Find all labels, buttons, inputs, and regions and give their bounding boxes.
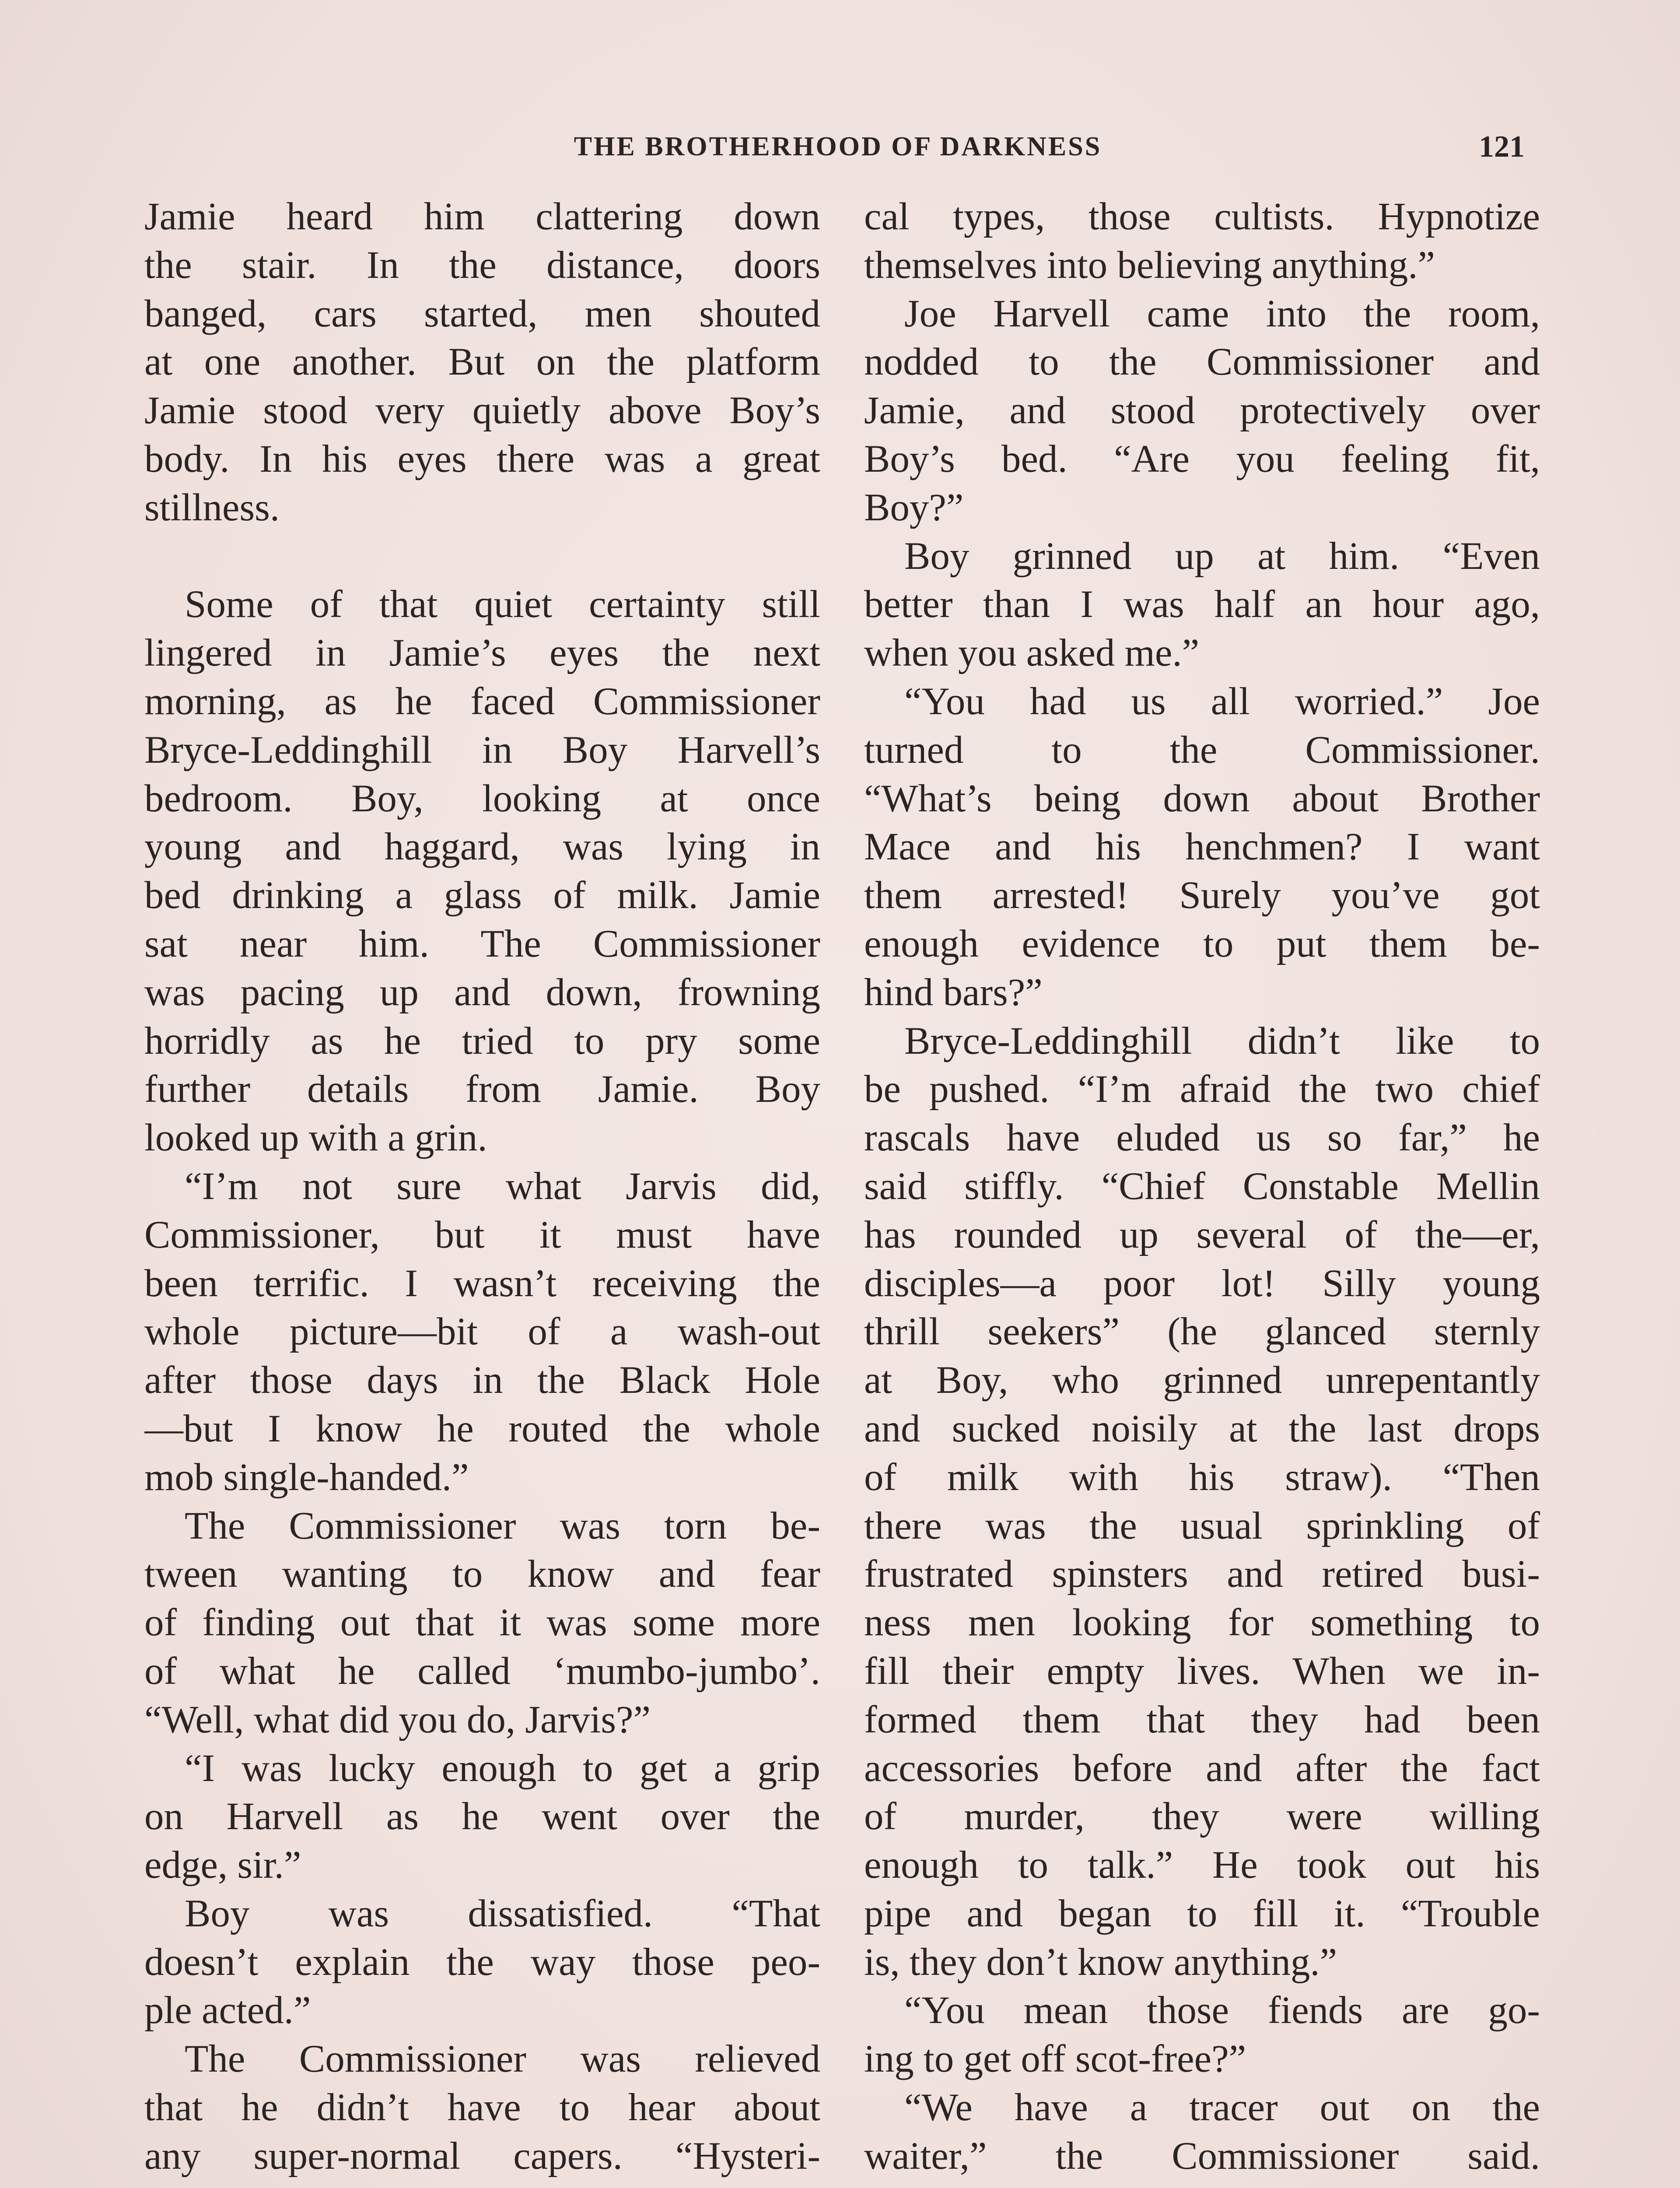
text-line: body. In his eyes there was a great: [144, 437, 820, 480]
text-line: has rounded up several of the—er,: [864, 1213, 1540, 1256]
paragraph-gap: [144, 532, 820, 581]
running-title: THE BROTHERHOOD OF DARKNESS: [574, 132, 1102, 161]
text-line: banged, cars started, men shouted: [144, 292, 820, 335]
text-line: stillness.: [144, 486, 280, 529]
text-line: ple acted.”: [144, 1989, 311, 2032]
text-line: after those days in the Black Hole: [144, 1359, 820, 1402]
text-line: when you asked me.”: [864, 631, 1200, 675]
left-column: [144, 193, 820, 2181]
text-line: ing to get off scot-free?”: [864, 2037, 1246, 2081]
text-line: and sucked noisily at the last drops: [864, 1407, 1540, 1450]
text-line: looked up with a grin.: [144, 1116, 487, 1160]
text-line: is, they don’t know anything.”: [864, 1940, 1337, 1984]
text-line: there was the usual sprinkling of: [864, 1504, 1540, 1547]
text-line: “I was lucky enough to get a grip: [185, 1746, 820, 1790]
text-line: sat near him. The Commissioner: [144, 922, 820, 965]
text-line: “Well, what did you do, Jarvis?”: [144, 1698, 651, 1741]
text-line: that he didn’t have to hear about: [144, 2086, 820, 2129]
text-line: enough evidence to put them be-: [864, 922, 1540, 965]
text-line: “We have a tracer out on the: [904, 2086, 1540, 2129]
text-line: whole picture—bit of a wash-out: [144, 1310, 820, 1353]
text-line: accessories before and after the fact: [864, 1746, 1540, 1790]
text-line: disciples—a poor lot! Silly young: [864, 1262, 1540, 1305]
right-column: [864, 193, 1540, 2181]
text-line: themselves into believing anything.”: [864, 243, 1435, 287]
text-line: at Boy, who grinned unrepentantly: [864, 1359, 1540, 1402]
text-line: fill their empty lives. When we in-: [864, 1649, 1540, 1693]
text-line: The Commissioner was relieved: [185, 2037, 820, 2081]
text-line: rascals have eluded us so far,” he: [864, 1116, 1540, 1160]
text-line: further details from Jamie. Boy: [144, 1068, 820, 1111]
text-line: “What’s being down about Brother: [864, 777, 1540, 820]
text-line: lingered in Jamie’s eyes the next: [144, 631, 820, 675]
text-line: Jamie stood very quietly above Boy’s: [144, 389, 820, 432]
text-line: “You mean those fiends are go-: [904, 1989, 1540, 2032]
text-line: Boy was dissatisfied. “That: [185, 1892, 820, 1935]
text-line: Commissioner, but it must have: [144, 1213, 820, 1256]
text-line: of what he called ‘mumbo-jumbo’.: [144, 1649, 820, 1693]
page-number: 121: [1479, 130, 1525, 164]
text-line: Jamie heard him clattering down: [144, 195, 820, 238]
text-line: hind bars?”: [864, 971, 1043, 1014]
text-line: doesn’t explain the way those peo-: [144, 1940, 820, 1984]
text-line: ness men looking for something to: [864, 1601, 1540, 1645]
text-line: horridly as he tried to pry some: [144, 1019, 820, 1062]
text-line: nodded to the Commissioner and: [864, 340, 1540, 384]
text-line: mob single-handed.”: [144, 1455, 469, 1499]
text-line: been terrific. I wasn’t receiving the: [144, 1262, 820, 1305]
text-line: bed drinking a glass of milk. Jamie: [144, 874, 820, 917]
text-line: cal types, those cultists. Hypnotize: [864, 195, 1540, 238]
text-line: of finding out that it was some more: [144, 1601, 820, 1645]
text-line: turned to the Commissioner.: [864, 728, 1540, 771]
text-line: be pushed. “I’m afraid the two chief: [864, 1068, 1540, 1111]
text-line: “I’m not sure what Jarvis did,: [185, 1164, 820, 1208]
text-line: formed them that they had been: [864, 1698, 1540, 1741]
text-line: Jamie, and stood protectively over: [864, 389, 1540, 432]
text-line: Bryce-Leddinghill in Boy Harvell’s: [144, 728, 820, 771]
text-line: pipe and began to fill it. “Trouble: [864, 1892, 1540, 1935]
text-line: Bryce-Leddinghill didn’t like to: [904, 1019, 1540, 1062]
text-line: morning, as he faced Commissioner: [144, 680, 820, 723]
text-line: young and haggard, was lying in: [144, 825, 820, 869]
text-line: Joe Harvell came into the room,: [904, 292, 1540, 335]
text-line: of milk with his straw). “Then: [864, 1455, 1540, 1499]
text-line: “You had us all worried.” Joe: [904, 680, 1540, 723]
text-line: on Harvell as he went over the: [144, 1795, 820, 1838]
text-line: any super-normal capers. “Hysteri-: [144, 2134, 820, 2177]
text-line: said stiffly. “Chief Constable Mellin: [864, 1164, 1540, 1208]
text-line: Mace and his henchmen? I want: [864, 825, 1540, 869]
text-line: tween wanting to know and fear: [144, 1553, 820, 1596]
text-line: Boy grinned up at him. “Even: [904, 534, 1540, 578]
text-line: thrill seekers” (he glanced sternly: [864, 1310, 1540, 1353]
text-line: bedroom. Boy, looking at once: [144, 777, 820, 820]
text-line: —but I know he routed the whole: [144, 1407, 820, 1450]
text-line: at one another. But on the platform: [144, 340, 820, 384]
text-line: was pacing up and down, frowning: [144, 971, 820, 1014]
text-line: better than I was half an hour ago,: [864, 583, 1540, 626]
text-line: the stair. In the distance, doors: [144, 243, 820, 287]
text-line: frustrated spinsters and retired busi-: [864, 1553, 1540, 1596]
text-line: waiter,” the Commissioner said.: [864, 2134, 1540, 2177]
text-line: The Commissioner was torn be-: [185, 1504, 820, 1547]
text-line: of murder, they were willing: [864, 1795, 1540, 1838]
text-line: Some of that quiet certainty still: [185, 583, 820, 626]
text-line: them arrested! Surely you’ve got: [864, 874, 1540, 917]
text-line: Boy’s bed. “Are you feeling fit,: [864, 437, 1540, 480]
text-line: enough to talk.” He took out his: [864, 1844, 1540, 1887]
text-line: edge, sir.”: [144, 1844, 301, 1887]
text-line: Boy?”: [864, 486, 964, 529]
